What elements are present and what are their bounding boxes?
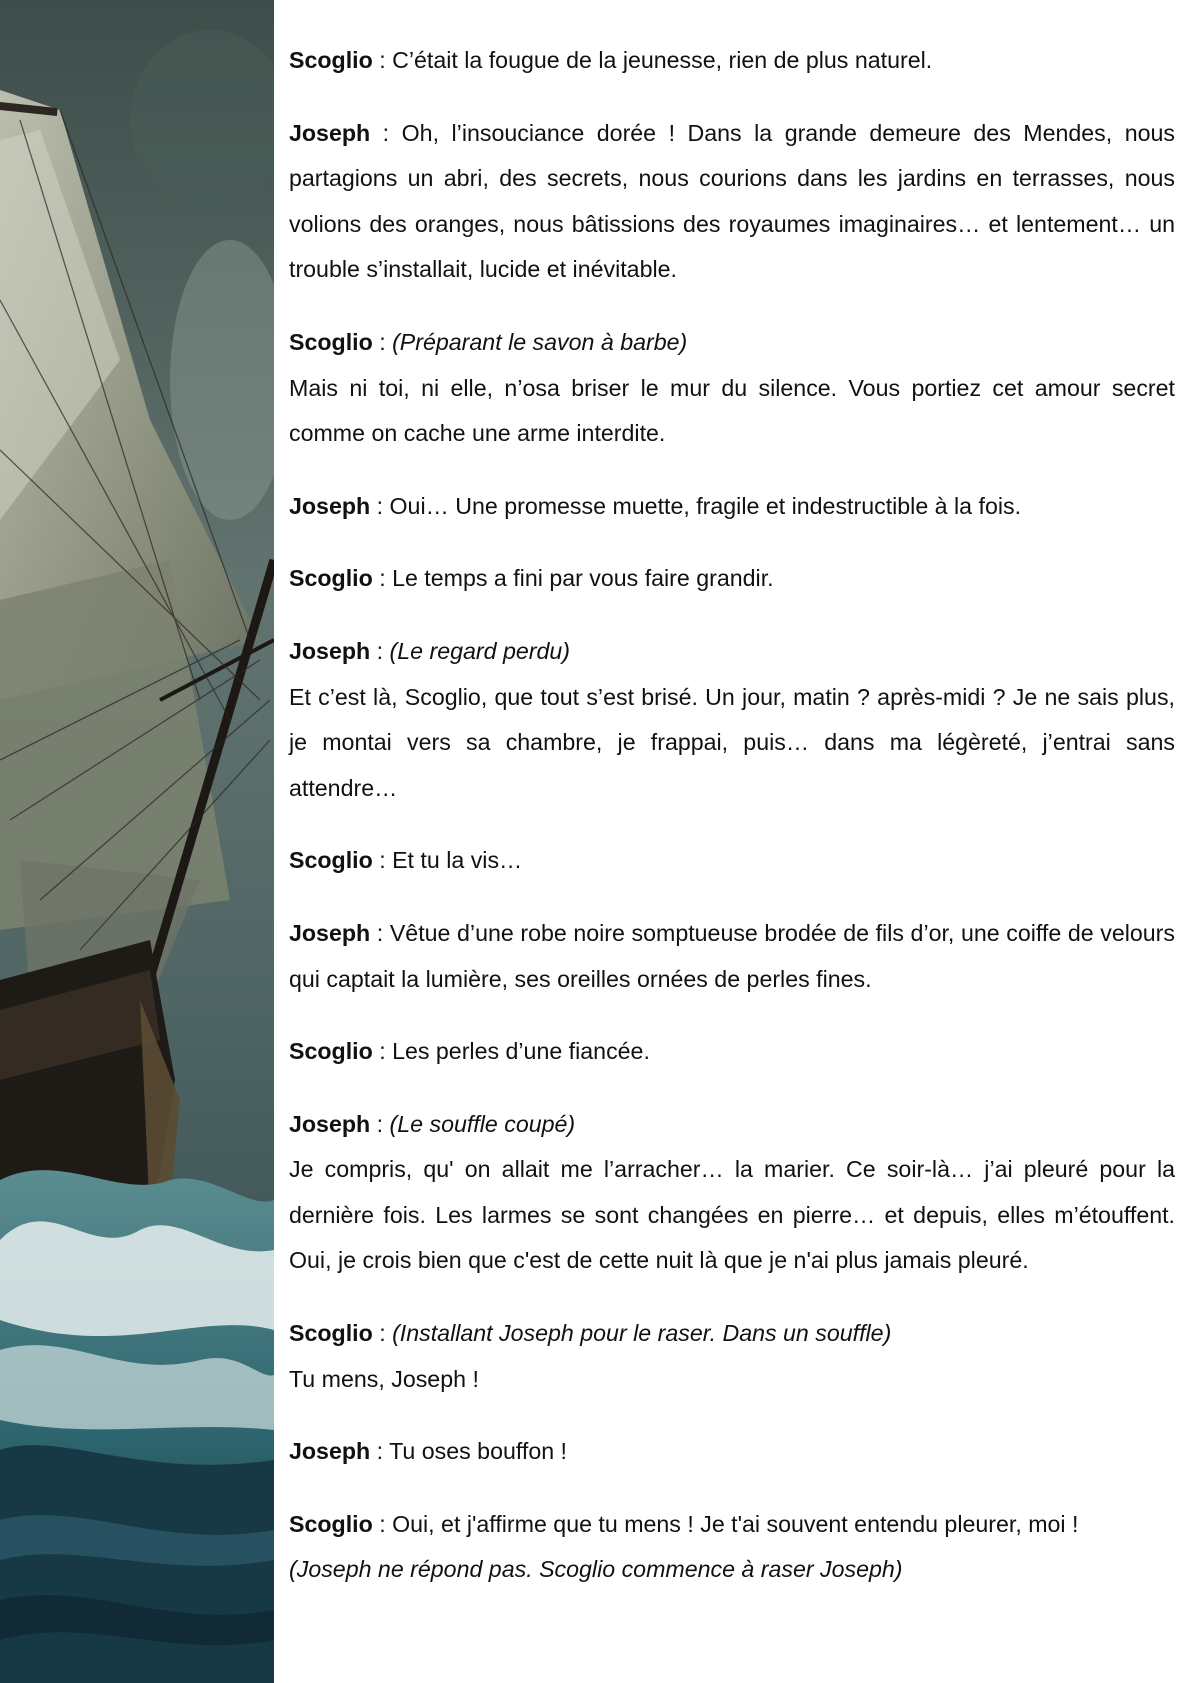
speaker-name: Scoglio	[289, 1320, 373, 1347]
speaker-name: Joseph	[289, 1438, 371, 1465]
line-text: Mais ni toi, ni elle, n’osa briser le mur du silence. Vous portiez cet amour secret comme on cache une arme interdite.	[289, 374, 1175, 447]
dialogue-line: Joseph : (Le regard perdu) Et c’est là, Scoglio, que tout s’est brisé. Un jour, matin ? après-midi ? Je ne sais plus, je montai vers sa chambre, je frappai, puis… dans ma légèreté, j’entrai sans attendre…	[289, 637, 1175, 801]
line-text: Et tu la vis…	[392, 847, 523, 874]
line-text: Tu mens, Joseph !	[289, 1365, 479, 1392]
dialogue-line: Joseph : Vêtue d’une robe noire somptueuse brodée de fils d’or, une coiffe de velours qui captait la lumière, ses oreilles ornées de perles fines.	[289, 919, 1175, 992]
speaker-name: Joseph	[289, 637, 371, 664]
speaker-name: Joseph	[289, 119, 371, 146]
speaker-name: Scoglio	[289, 328, 373, 355]
dialogue-line: Joseph : Oui… Une promesse muette, fragile et indestructible à la fois.	[289, 492, 1022, 519]
speaker-name: Scoglio	[289, 847, 373, 874]
line-text: Oui… Une promesse muette, fragile et indestructible à la fois.	[389, 492, 1022, 519]
stage-direction: (Installant Joseph pour le raser. Dans un souffle)	[392, 1320, 892, 1347]
speaker-name: Joseph	[289, 492, 371, 519]
line-text: Les perles d’une fiancée.	[392, 1038, 650, 1065]
speaker-name: Scoglio	[289, 47, 373, 73]
dialogue-line: Joseph : Oh, l’insouciance dorée ! Dans la grande demeure des Mendes, nous partagions un abri, des secrets, nous courions dans les jardins en terrasses, nous volions des oranges, nous bâtissions des royaumes imaginaires… et lentement… un trouble s’installait, lucide et inévitable.	[289, 119, 1176, 283]
speaker-name: Scoglio	[289, 1038, 373, 1065]
ship-painting	[0, 0, 274, 1683]
line-text: Tu oses bouffon !	[389, 1438, 568, 1465]
speaker-name: Joseph	[289, 919, 371, 946]
speaker-name: Scoglio	[289, 565, 373, 592]
line-text: Le temps a fini par vous faire grandir.	[392, 565, 774, 592]
line-text: Oh, l’insouciance dorée ! Dans la grande demeure des Mendes, nous partagions un abri, des secrets, nous courions dans les jardins en terrasses, nous volions des oranges, nous bâtissions des royaumes imaginaires… et lentement… un trouble s’installait, lucide et inévitable.	[289, 119, 1176, 283]
dialogue-line: Joseph : (Le souffle coupé) Je compris, qu' on allait me l’arracher… la marier. Ce soir-là… j’ai pleuré pour la dernière fois. Les larmes se sont changées en pierre… et depuis, elles m’étouffent. Oui, je crois bien que c'est de cette nuit là que je n'ai plus jamais pleuré.	[289, 1110, 1175, 1274]
dialogue-line: Scoglio : Et tu la vis…	[289, 847, 523, 874]
stage-direction: (Le regard perdu)	[389, 637, 570, 664]
stage-direction: (Le souffle coupé)	[389, 1110, 576, 1137]
dialogue	[289, 38, 1175, 1620]
speaker-name: Scoglio	[289, 1510, 373, 1537]
line-text: Oui, et j'affirme que tu mens ! Je t'ai souvent entendu pleurer, moi !	[392, 1510, 1079, 1537]
line-text: Et c’est là, Scoglio, que tout s’est brisé. Un jour, matin ? après-midi ? Je ne sais plus, je montai vers sa chambre, je frappai, puis… dans ma légèreté, j’entrai sans attendre…	[289, 683, 1175, 801]
dialogue-line: Scoglio : Oui, et j'affirme que tu mens ! Je t'ai souvent entendu pleurer, moi ! (Joseph ne répond pas. Scoglio commence à raser Joseph)	[289, 1502, 1175, 1593]
stage-direction: (Préparant le savon à barbe)	[392, 328, 688, 355]
line-text: C’était la fougue de la jeunesse, rien de plus naturel.	[392, 47, 933, 73]
dialogue-line: Joseph : Tu oses bouffon !	[289, 1438, 568, 1465]
line-text: Je compris, qu' on allait me l’arracher… la marier. Ce soir-là… j’ai pleuré pour la dernière fois. Les larmes se sont changées en pierre… et depuis, elles m’étouffent. Oui, je crois bien que c'est de cette nuit là que je n'ai plus jamais pleuré.	[289, 1156, 1175, 1274]
sailing-ship-in-storm-icon	[0, 0, 274, 1683]
dialogue-line: Scoglio : Les perles d’une fiancée.	[289, 1038, 650, 1065]
dialogue-line: Scoglio : Le temps a fini par vous faire grandir.	[289, 565, 774, 592]
dialogue-line: Scoglio : (Installant Joseph pour le raser. Dans un souffle) Tu mens, Joseph !	[289, 1320, 892, 1392]
speaker-name: Joseph	[289, 1110, 371, 1137]
stage-direction: (Joseph ne répond pas. Scoglio commence à raser Joseph)	[289, 1556, 903, 1583]
line-text: Vêtue d’une robe noire somptueuse brodée de fils d’or, une coiffe de velours qui captait la lumière, ses oreilles ornées de perles fines.	[289, 919, 1175, 992]
dialogue-line: Scoglio : (Préparant le savon à barbe) Mais ni toi, ni elle, n’osa briser le mur du silence. Vous portiez cet amour secret comme on cache une arme interdite.	[289, 328, 1175, 447]
dialogue-line: Scoglio : C’était la fougue de la jeunesse, rien de plus naturel.	[289, 47, 933, 73]
